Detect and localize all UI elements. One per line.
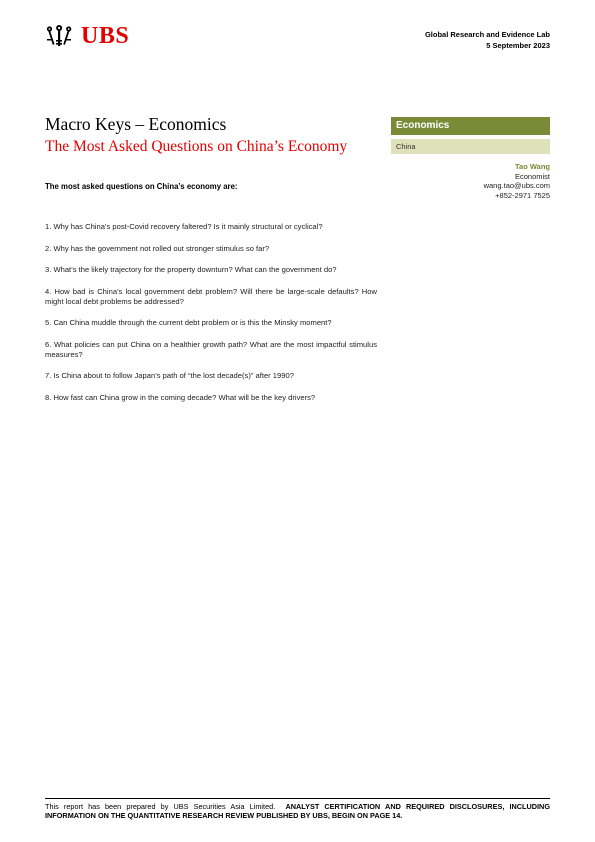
- section-label: Economics: [391, 117, 550, 135]
- footer-divider: [45, 798, 550, 799]
- question-item: 2. Why has the government not rolled out stronger stimulus so far?: [45, 243, 270, 253]
- footer-prepared-by: This report has been prepared by UBS Securities Asia Limited.: [45, 802, 276, 811]
- intro-heading: The most asked questions on China’s economy are:: [45, 182, 238, 191]
- author-phone: +852-2971 7525: [495, 190, 550, 200]
- question-item: 4. How bad is China’s local government debt problem? Will there be large-scale defaults? How might local debt problems be addressed?: [45, 286, 377, 306]
- lab-header: [425, 29, 550, 51]
- ubs-logo: [44, 24, 129, 48]
- footer-disclosure-notice: ANALYST CERTIFICATION AND REQUIRED DISCLOSURES, INCLUDING INFORMATION ON THE QUANTITATIVE RESEARCH REVIEW PUBLISHED BY UBS, BEGIN ON PAGE 14.: [45, 802, 550, 820]
- author-name: Tao Wang: [515, 162, 550, 171]
- author-email[interactable]: wang.tao@ubs.com: [483, 181, 550, 190]
- country-label: China: [391, 139, 550, 154]
- author-role: Economist: [514, 171, 550, 181]
- disclosure-footer: [45, 802, 550, 820]
- questions-list: [45, 222, 377, 414]
- question-item: 7. Is China about to follow Japan’s path of “the lost decade(s)” after 1990?: [45, 371, 294, 380]
- question-item: 6. What policies can put China on a healthier growth path? What are the most impactful stimulus measures?: [45, 339, 377, 359]
- question-item: 1. Why has China’s post-Covid recovery faltered? Is it mainly structural or cyclical?: [45, 222, 323, 231]
- question-item: 8. How fast can China grow in the coming decade? What will be the key drivers?: [45, 392, 316, 402]
- question-item: 3. What’s the likely trajectory for the property downturn? What can the government do?: [45, 265, 337, 274]
- report-series-title: Macro Keys – Economics: [45, 114, 227, 134]
- logo-wordmark: UBS: [81, 23, 130, 49]
- ubs-keys-logo-icon: [44, 24, 74, 48]
- report-title: The Most Asked Questions on China’s Economy: [45, 138, 348, 155]
- question-item: 5. Can China muddle through the current debt problem or is this the Minsky moment?: [45, 318, 332, 327]
- report-date: 5 September 2023: [486, 41, 550, 50]
- author-block: [484, 162, 550, 200]
- lab-name: Global Research and Evidence Lab: [424, 30, 550, 39]
